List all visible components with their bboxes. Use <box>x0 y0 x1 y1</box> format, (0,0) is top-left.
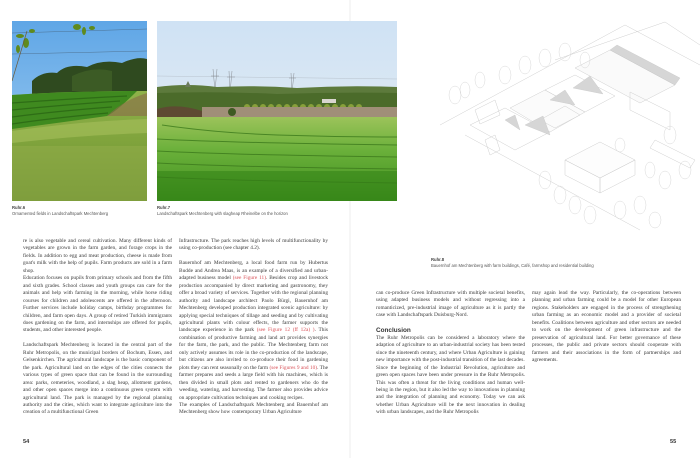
paragraph: The Ruhr Metropolis can be considered a laboratory where the adaption of agriculture to an urban-industrial society has been tested since the nineteenth century, and where Urban Agriculture is gaining new importance with the post-industrial transition of the last decades. <box>376 334 525 364</box>
figure-ruhr8-label: Ruhr.8 <box>431 257 445 262</box>
paragraph: re is also vegetable and cereal cultivation. Many different kinds of vegetables are grown in the farm garden, and forage crops in the fields. In addition to egg and meat production, cheese is made from goat's milk with the help of pupils. Farm products are sold in a farm shop. <box>23 238 172 274</box>
figure-ruhr7-photo <box>157 21 397 201</box>
conclusion-heading: Conclusion <box>376 326 411 334</box>
body-column-1 <box>23 238 172 417</box>
figure-ruhr6-caption: Ornamented fields in Landschaftspark Mechtenberg <box>12 211 109 216</box>
figure-ruhr8-caption: Bauernhof am Mechtenberg with farm buildings, Café, farmshop and residential building <box>431 263 594 268</box>
page-number-right: 55 <box>670 439 677 445</box>
figure-ruhr6-photo <box>12 21 147 201</box>
mechtenberg-landscape-image <box>157 21 397 201</box>
figure-reference-link[interactable]: (see Figure 12 (ff 12a) ) <box>256 327 315 334</box>
body-column-3 <box>376 290 525 417</box>
figure-ruhr7-caption: Landschaftspark Mechtenberg with slagheap Rheinelbe on the horizon <box>157 211 288 216</box>
figure-reference-link[interactable]: (see Figure 11) <box>232 275 266 282</box>
body-column-2 <box>179 238 328 417</box>
body-column-4 <box>532 290 681 365</box>
paragraph: Landschaftspark Mechtenberg is located in the central part of the Ruhr Metropolis, on the municipal borders of Bochum, Essen, and Gelsenkirchen. The agricultural landscape is the basic component of the park. Agricultural land on the edges of the cities connects the various types of green space that can be found in the surrounding area: parks, cemeteries, woodland, a slag heap, allotment gardens, and other open spaces merge into a continuous green system with agricultural land. The park is managed by the regional planning authority and the cities, which want to integrate agriculture into the creation of a multifunctional Green <box>23 342 172 416</box>
ornamented-fields-image <box>12 21 147 201</box>
paragraph: Education focuses on pupils from primary schools and from the fifth and sixth grades. School classes and youth groups can care for the animals and help with farming in the morning, while horse riding courses for children and adolescents are offered in the afternoon. Further services include holiday camps, birthday programmes for children, and farm open days. A group of retired Turkish immigrants does gardening on the farm, and internships are offered for pupils, students, and other interested people. <box>23 275 172 334</box>
paragraph: can co-produce Green Infrastructure with multiple societal benefits, using adapted business models and without regressing into a romanticized, pre-industrial image of agriculture as it is partly the case with Landschaftspark Duisburg-Nord. <box>376 290 525 319</box>
paragraph: Since the beginning of the Industrial Revolution, agriculture and green open spaces have been under pressure in the Ruhr Metropolis. This was often a threat for the living conditions and human well-being in the region, but it also led the way to innovations in planning and the integration of planning and economy. Today we can ask whether Urban Agriculture will be the next innovation in dealing with urban landscapes, and the Ruhr Metropolis <box>376 364 525 416</box>
figure-reference-link[interactable]: (see Figures 9 and 10) <box>269 364 318 371</box>
paragraph: The examples of Landschaftspark Mechtenberg and Bauernhof am Mechtenberg show how contemporary Urban Agriculture <box>179 401 328 416</box>
figure-ruhr8-drawing <box>425 20 700 235</box>
farm-isometric-drawing <box>425 20 700 235</box>
paragraph: Infrastructure. The park reaches high levels of multifunctionality by using co-production (see chapter 4.2). <box>179 238 328 252</box>
paragraph: Bauernhof am Mechtenberg, a local food farm run by Hubertus Budde and Andrea Maas, is an example of a diversified and urban-adapted business model (see Figure 11). Besides crop and livestock production accompanied by direct marketing and gastronomy, they offer a broad variety of services. Together with the regional planning authority and landscape architect Paolo Bürgi, Bauernhof am Mechtenberg developed production integrated scenic agriculture: by applying special techniques of tillage and seeding and by cultivating agricultural plants with colour effects, the farmer supports the landscape experience in the park (see Figure 12 (ff 12a) ). This combination of productive farming and land art provides synergies for the farm, the park, and the public. The Mechtenberg farm not only actively assumes its role in the co-production of the landscape, but citizens are also invited to co-produce their food in gardening plots they can rent seasonally on the farm (see Figures 9 and 10). The farmer prepares and seeds a large field with his machines, which is then divided in small plots and rented to gardeners who do the weeding, watering, and harvesting. The farmer also provides advice on appropriate cultivation techniques and cooking recipes. <box>179 260 329 401</box>
paragraph: may again lead the way. Particularly, the co-operations between planning and urban farming could be a model for other European regions. Stakeholders are engaged in the process of strengthening urban farming as an economic model and a provider of societal benefits. Coalitions between agriculture and other sectors are needed to work on the development of green infrastructure and the preservation of agricultural land. For better governance of these processes, the public and private sectors should cooperate with farmers and their associations in the form of partnerships and agreements. <box>532 290 681 364</box>
figure-ruhr7-label: Ruhr.7 <box>157 205 171 210</box>
figure-ruhr6-label: Ruhr.6 <box>12 205 26 210</box>
page-number-left: 54 <box>23 439 30 445</box>
